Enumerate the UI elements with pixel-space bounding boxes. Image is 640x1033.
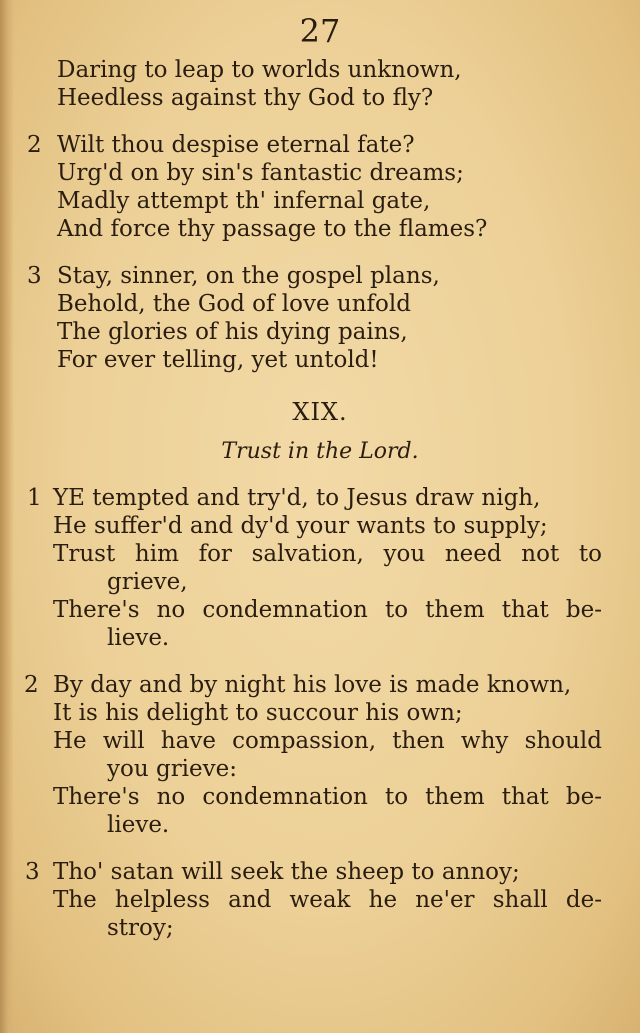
verse-line: grieve,	[107, 569, 188, 595]
page-number: 27	[299, 12, 341, 50]
page-spine-shadow	[0, 0, 14, 1033]
verse-line: By day and by night his love is made known,	[53, 672, 572, 698]
verse-line: you grieve:	[107, 756, 238, 782]
verse-line: Wilt thou despise eternal fate?	[57, 132, 415, 158]
verse-line: YE tempted and try'd, to Jesus draw nigh,	[53, 485, 541, 511]
verse-line: The helpless and weak he ne'er shall de-	[53, 887, 602, 913]
verse-line: stroy;	[107, 915, 174, 941]
verse-line: Urg'd on by sin's fantastic dreams;	[57, 160, 464, 186]
verse-line: Heedless against thy God to fly?	[57, 85, 434, 111]
verse-line: Stay, sinner, on the gospel plans,	[57, 263, 440, 289]
verse-line: Behold, the God of love unfold	[57, 291, 411, 317]
hymn-title: Trust in the Lord.	[221, 439, 419, 464]
stanza-number: 2	[24, 672, 39, 698]
stanza-number: 3	[25, 859, 40, 885]
hymn-number: XIX.	[292, 398, 348, 426]
verse-line: Trust him for salvation, you need not to	[53, 541, 602, 567]
verse-line: lieve.	[107, 812, 170, 838]
verse-line: He will have compassion, then why should	[53, 728, 602, 754]
verse-line: Madly attempt th' infernal gate,	[57, 188, 431, 214]
stanza-number: 3	[27, 263, 42, 289]
stanza-number: 2	[27, 132, 42, 158]
verse-line: And force thy passage to the flames?	[57, 216, 488, 242]
verse-line: The glories of his dying pains,	[57, 319, 408, 345]
stanza-number: 1	[27, 485, 42, 511]
verse-line: Tho' satan will seek the sheep to annoy;	[53, 859, 520, 885]
verse-line: There's no condemnation to them that be-	[53, 597, 602, 623]
verse-line: There's no condemnation to them that be-	[53, 784, 602, 810]
verse-line: lieve.	[107, 625, 170, 651]
verse-line: He suffer'd and dy'd your wants to supply;	[53, 513, 548, 539]
verse-line: Daring to leap to worlds unknown,	[57, 57, 462, 83]
verse-line: For ever telling, yet untold!	[57, 347, 379, 373]
verse-line: It is his delight to succour his own;	[53, 700, 463, 726]
